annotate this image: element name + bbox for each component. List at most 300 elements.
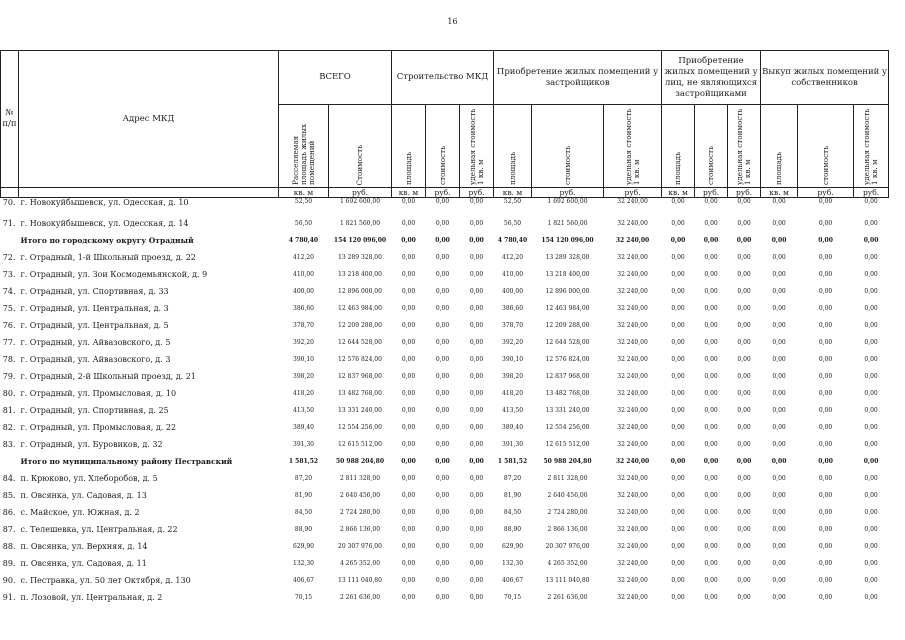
cell-value: 0,00	[863, 458, 879, 465]
sub-unit-label: удельная стоимость 1 кв. м	[623, 108, 641, 185]
cell-value: 0,00	[772, 373, 786, 380]
row-address: п. Лозовой, ул. Центральная, д. 2	[20, 593, 163, 602]
sub-cost-construction	[426, 105, 460, 188]
cell-value: 13 289 328,00	[545, 254, 590, 261]
cell-value: 0,00	[703, 237, 719, 244]
cell-value: 32 240,00	[617, 288, 648, 295]
cell-value: 413,50	[502, 407, 524, 414]
cell-value: 0,00	[704, 305, 718, 312]
cell-value: 0,00	[864, 560, 878, 567]
cell-value: 0,00	[737, 198, 751, 205]
cell-value: 400,00	[293, 288, 314, 295]
sub-cost-label: стоимость	[706, 146, 716, 185]
row-address: п. Овсянка, ул. Садовая, д. 11	[20, 559, 147, 568]
cell-value: 0,00	[435, 373, 450, 380]
cell-value: 12 209 288,00	[545, 322, 590, 329]
cell-value: 0,00	[469, 577, 484, 584]
table-row	[1, 555, 889, 572]
cell-value: 2 640 456,00	[547, 492, 588, 499]
row-address: г. Отрадный, ул. Айвазовского, д. 3	[20, 355, 171, 364]
sub-cost-buyout	[798, 105, 854, 188]
sub-unit-developers	[604, 105, 662, 188]
sub-cost-label: стоимость	[437, 146, 447, 185]
cell-value: 378,70	[293, 322, 314, 329]
row-address: г. Отрадный, ул. Зои Космодемьянской, д. 9	[20, 270, 208, 279]
cell-value: 1 821 560,00	[339, 220, 381, 227]
table-row	[1, 436, 889, 453]
cell-value: 0,00	[737, 254, 751, 261]
cell-value: 0,00	[671, 322, 685, 329]
cell-value: 0,00	[671, 492, 685, 499]
group-construction-header	[392, 51, 494, 105]
sub-unit-construction	[460, 105, 494, 188]
cell-value: 0,00	[704, 390, 718, 397]
cell-value: 0,00	[772, 543, 786, 550]
table-row	[1, 317, 889, 334]
row-address: г. Отрадный, ул. Спортивная, д. 25	[20, 406, 169, 415]
cell-value: 0,00	[818, 509, 833, 516]
row-number: 90.	[2, 576, 16, 585]
cell-value: 0,00	[703, 458, 719, 465]
cell-value: 0,00	[704, 441, 718, 448]
table-row	[1, 249, 889, 266]
cell-value: 0,00	[737, 424, 751, 431]
cell-value: 132,30	[502, 560, 524, 567]
cell-value: 0,00	[772, 560, 786, 567]
cell-value: 0,00	[818, 492, 833, 499]
cell-value: 0,00	[864, 577, 878, 584]
cell-value: 0,00	[864, 543, 878, 550]
table-row	[1, 334, 889, 351]
cell-value: 386,60	[502, 305, 524, 312]
cell-value: 0,00	[401, 390, 416, 397]
group-developers-label: Приобретение жилых помещений у застройщиков	[496, 66, 659, 88]
cell-value: 0,00	[469, 288, 484, 295]
cell-value: 0,00	[469, 356, 484, 363]
cell-value: 0,00	[469, 475, 484, 482]
cell-value: 52,50	[294, 198, 313, 205]
cell-value: 0,00	[401, 356, 416, 363]
row-number: 76.	[2, 321, 16, 330]
cell-value: 0,00	[737, 305, 751, 312]
cell-value: 12 896 000,00	[545, 288, 590, 295]
cell-value: 0,00	[469, 237, 484, 244]
cell-value: 0,00	[469, 305, 484, 312]
table-row	[1, 402, 889, 419]
cell-value: 1 692 600,00	[547, 198, 588, 205]
cell-value: 13 111 040,80	[545, 577, 590, 584]
cell-value: 84,50	[503, 509, 522, 516]
cell-value: 32 240,00	[617, 475, 648, 482]
cell-value: 0,00	[704, 271, 718, 278]
cell-value: 0,00	[671, 560, 685, 567]
subtotal-row	[1, 453, 889, 470]
cell-value: 32 240,00	[617, 220, 648, 227]
sub-cost-total-label: Стоимость	[355, 144, 364, 185]
cell-value: 0,00	[772, 271, 786, 278]
cell-value: 0,00	[818, 288, 833, 295]
cell-value: 0,00	[737, 594, 751, 601]
sub-area-construction	[392, 105, 426, 188]
cell-value: 56,50	[294, 220, 313, 227]
cell-value: 0,00	[469, 390, 484, 397]
cell-value: 0,00	[401, 492, 416, 499]
cell-value: 132,30	[293, 560, 314, 567]
cell-value: 4 780,40	[288, 237, 319, 244]
sub-area-total	[279, 105, 329, 188]
cell-value: 0,00	[772, 305, 786, 312]
cell-value: 0,00	[401, 458, 416, 465]
unit-sqm: кв. м	[279, 188, 329, 198]
cell-value: 32 240,00	[617, 356, 648, 363]
cell-value: 0,00	[737, 407, 751, 414]
cell-value: 0,00	[435, 475, 450, 482]
cell-value: 1 581,52	[497, 458, 528, 465]
cell-value: 0,00	[469, 492, 484, 499]
cell-value: 0,00	[818, 577, 833, 584]
cell-value: 13 111 040,80	[338, 577, 382, 584]
sub-area-label: площадь	[507, 152, 517, 185]
cell-value: 70,15	[294, 594, 313, 601]
cell-value: 1 581,52	[288, 458, 319, 465]
table-row	[1, 385, 889, 402]
cell-value: 0,00	[671, 424, 685, 431]
cell-value: 0,00	[864, 305, 878, 312]
sub-cost-label: стоимость	[562, 146, 572, 185]
cell-value: 406,67	[502, 577, 524, 584]
cell-value: 12 644 528,00	[338, 339, 382, 346]
cell-value: 0,00	[772, 198, 786, 205]
cell-value: 0,00	[818, 560, 833, 567]
cell-value: 0,00	[704, 577, 718, 584]
cell-value: 0,00	[818, 526, 833, 533]
cell-value: 0,00	[435, 458, 450, 465]
cell-value: 0,00	[772, 322, 786, 329]
cell-value: 0,00	[704, 424, 718, 431]
subtotal-row	[1, 232, 889, 249]
cell-value: 0,00	[435, 543, 450, 550]
cell-value: 389,40	[502, 424, 524, 431]
cell-value: 56,50	[503, 220, 522, 227]
unit-rub: руб.	[798, 188, 854, 198]
cell-value: 0,00	[864, 254, 878, 261]
cell-value: 0,00	[772, 577, 786, 584]
sub-unit-label: удельная стоимость 1 кв. м	[735, 108, 753, 185]
cell-value: 13 331 240,00	[338, 407, 382, 414]
cell-value: 0,00	[818, 441, 833, 448]
cell-value: 32 240,00	[617, 339, 648, 346]
cell-value: 87,20	[294, 475, 313, 482]
unit-rub: руб.	[532, 188, 604, 198]
cell-value: 0,00	[401, 526, 416, 533]
page-number: 16	[447, 17, 458, 26]
cell-value: 0,00	[704, 509, 718, 516]
cell-value: 413,50	[293, 407, 314, 414]
row-number: 70.	[2, 198, 16, 207]
cell-value: 0,00	[435, 254, 450, 261]
sub-area-total-label: Расселяемая площадь жилых помещений	[290, 123, 316, 185]
cell-value: 0,00	[671, 390, 685, 397]
row-number: 83.	[2, 440, 16, 449]
cell-value: 0,00	[671, 526, 685, 533]
cell-value: 0,00	[772, 594, 786, 601]
cell-value: 1 821 560,00	[547, 220, 588, 227]
row-number: 87.	[2, 525, 16, 534]
cell-value: 0,00	[671, 220, 685, 227]
row-address: с. Майское, ул. Южная, д. 2	[20, 508, 140, 517]
subtotal-label: Итого по городскому округу Отрадный	[20, 236, 194, 245]
cell-value: 154 120 096,00	[333, 237, 387, 244]
cell-value: 391,30	[502, 441, 524, 448]
table-row	[1, 300, 889, 317]
cell-value: 0,00	[401, 424, 416, 431]
cell-value: 390,10	[293, 356, 314, 363]
cell-value: 0,00	[737, 220, 751, 227]
cell-value: 32 240,00	[617, 198, 648, 205]
cell-value: 0,00	[469, 526, 484, 533]
cell-value: 0,00	[704, 220, 718, 227]
row-address: г. Новокуйбышевск, ул. Одесская, д. 10	[20, 198, 189, 207]
row-number	[1, 453, 19, 470]
cell-value: 0,00	[818, 198, 833, 205]
cell-value: 0,00	[671, 407, 685, 414]
cell-value: 0,00	[772, 526, 786, 533]
cell-value: 0,00	[864, 526, 878, 533]
cell-value: 0,00	[818, 373, 833, 380]
sub-area-developers	[494, 105, 532, 188]
cell-value: 32 240,00	[617, 305, 648, 312]
cell-value: 0,00	[401, 254, 416, 261]
cell-value: 0,00	[704, 288, 718, 295]
cell-value: 0,00	[401, 441, 416, 448]
cell-value: 0,00	[435, 577, 450, 584]
row-address: с. Телешевка, ул. Центральная, д. 22	[20, 525, 178, 534]
cell-value: 0,00	[671, 509, 685, 516]
cell-value: 0,00	[401, 198, 416, 205]
cell-value: 32 240,00	[617, 390, 648, 397]
sub-area-buyout	[761, 105, 798, 188]
cell-value: 0,00	[435, 356, 450, 363]
unit-rub: руб.	[329, 188, 392, 198]
cell-value: 0,00	[435, 560, 450, 567]
cell-value: 88,90	[294, 526, 313, 533]
cell-value: 2 811 328,00	[547, 475, 588, 482]
cell-value: 629,90	[502, 543, 524, 550]
cell-value: 0,00	[704, 339, 718, 346]
cell-value: 412,20	[293, 254, 314, 261]
sub-area-label: площадь	[774, 152, 784, 185]
cell-value: 0,00	[435, 492, 450, 499]
cell-value: 0,00	[771, 237, 787, 244]
cell-value: 0,00	[435, 198, 450, 205]
cell-value: 0,00	[469, 509, 484, 516]
cell-value: 0,00	[469, 322, 484, 329]
cell-value: 418,20	[502, 390, 524, 397]
cell-value: 0,00	[737, 339, 751, 346]
cell-value: 0,00	[435, 322, 450, 329]
cell-value: 0,00	[864, 220, 878, 227]
cell-value: 0,00	[818, 543, 833, 550]
cell-value: 0,00	[772, 390, 786, 397]
row-address: п. Крюково, ул. Хлеборобов, д. 5	[20, 474, 158, 483]
cell-value: 0,00	[435, 390, 450, 397]
table-row	[1, 419, 889, 436]
cell-value: 0,00	[671, 288, 685, 295]
cell-value: 0,00	[435, 407, 450, 414]
cell-value: 0,00	[818, 220, 833, 227]
cell-value: 0,00	[401, 322, 416, 329]
table-row	[1, 215, 889, 232]
cell-value: 32 240,00	[615, 237, 650, 244]
cell-value: 0,00	[772, 220, 786, 227]
cell-value: 0,00	[864, 288, 878, 295]
table-row	[1, 538, 889, 555]
cell-value: 2 724 280,00	[339, 509, 381, 516]
num-header	[1, 51, 19, 188]
cell-value: 0,00	[818, 356, 833, 363]
cell-value: 0,00	[469, 543, 484, 550]
table-body	[1, 198, 889, 607]
unit-sqm: кв. м	[761, 188, 798, 198]
cell-value: 398,20	[293, 373, 314, 380]
cell-value: 0,00	[435, 237, 450, 244]
row-number: 79.	[2, 372, 16, 381]
cell-value: 629,90	[293, 543, 314, 550]
cell-value: 0,00	[818, 458, 833, 465]
table-row	[1, 351, 889, 368]
cell-value: 0,00	[401, 577, 416, 584]
sub-unit-non-developers	[728, 105, 761, 188]
row-address: г. Отрадный, ул. Промысловая, д. 22	[20, 423, 177, 432]
cell-value: 0,00	[469, 458, 484, 465]
cell-value: 389,40	[293, 424, 314, 431]
cell-value: 154 120 096,00	[541, 237, 594, 244]
cell-value: 0,00	[771, 458, 787, 465]
row-number: 80.	[2, 389, 16, 398]
housing-table	[0, 50, 889, 606]
group-developers-header	[494, 51, 662, 105]
unit-blank	[19, 188, 279, 198]
cell-value: 0,00	[736, 458, 752, 465]
sub-area-label: площадь	[403, 152, 413, 185]
cell-value: 0,00	[818, 475, 833, 482]
cell-value: 0,00	[737, 322, 751, 329]
row-number: 89.	[2, 559, 16, 568]
cell-value: 0,00	[737, 271, 751, 278]
cell-value: 410,00	[502, 271, 524, 278]
cell-value: 12 615 512,00	[545, 441, 590, 448]
cell-value: 0,00	[818, 271, 833, 278]
table-row	[1, 504, 889, 521]
cell-value: 0,00	[864, 271, 878, 278]
cell-value: 0,00	[704, 543, 718, 550]
sub-cost-label: стоимость	[820, 146, 830, 185]
row-address: г. Отрадный, ул. Айвазовского, д. 5	[20, 338, 171, 347]
cell-value: 0,00	[772, 475, 786, 482]
sub-cost-developers	[532, 105, 604, 188]
cell-value: 0,00	[864, 390, 878, 397]
cell-value: 0,00	[401, 560, 416, 567]
cell-value: 32 240,00	[617, 492, 648, 499]
cell-value: 0,00	[704, 407, 718, 414]
cell-value: 2 866 136,00	[339, 526, 381, 533]
unit-rub: руб.	[604, 188, 662, 198]
cell-value: 0,00	[737, 560, 751, 567]
cell-value: 2 811 328,00	[339, 475, 381, 482]
cell-value: 0,00	[704, 560, 718, 567]
cell-value: 52,50	[503, 198, 522, 205]
row-number: 78.	[2, 355, 16, 364]
cell-value: 398,20	[502, 373, 524, 380]
cell-value: 0,00	[671, 594, 685, 601]
row-address: г. Отрадный, ул. Центральная, д. 5	[20, 321, 169, 330]
sub-cost-total	[329, 105, 392, 188]
cell-value: 0,00	[401, 407, 416, 414]
cell-value: 4 265 352,00	[547, 560, 588, 567]
cell-value: 0,00	[401, 373, 416, 380]
cell-value: 390,10	[502, 356, 524, 363]
cell-value: 0,00	[818, 424, 833, 431]
cell-value: 0,00	[401, 220, 416, 227]
cell-value: 12 554 256,00	[338, 424, 382, 431]
cell-value: 0,00	[469, 198, 484, 205]
cell-value: 0,00	[772, 356, 786, 363]
cell-value: 0,00	[818, 237, 833, 244]
cell-value: 32 240,00	[617, 560, 648, 567]
row-address: п. Овсянка, ул. Садовая, д. 13	[20, 491, 147, 500]
cell-value: 70,15	[503, 594, 522, 601]
row-address: г. Отрадный, ул. Буровиков, д. 32	[20, 440, 163, 449]
cell-value: 0,00	[863, 237, 879, 244]
cell-value: 0,00	[864, 356, 878, 363]
cell-value: 0,00	[469, 373, 484, 380]
cell-value: 0,00	[772, 288, 786, 295]
cell-value: 0,00	[469, 407, 484, 414]
cell-value: 0,00	[864, 492, 878, 499]
cell-value: 400,00	[502, 288, 524, 295]
cell-value: 0,00	[704, 492, 718, 499]
cell-value: 32 240,00	[617, 543, 648, 550]
row-address: г. Отрадный, 1-й Школьный проезд, д. 22	[20, 253, 196, 262]
cell-value: 4 265 352,00	[339, 560, 381, 567]
row-address: г. Отрадный, ул. Промысловая, д. 10	[20, 389, 177, 398]
cell-value: 0,00	[818, 407, 833, 414]
cell-value: 0,00	[737, 356, 751, 363]
cell-value: 0,00	[670, 237, 686, 244]
cell-value: 0,00	[469, 220, 484, 227]
cell-value: 0,00	[671, 254, 685, 261]
cell-value: 88,90	[503, 526, 522, 533]
cell-value: 0,00	[737, 543, 751, 550]
cell-value: 0,00	[435, 424, 450, 431]
cell-value: 0,00	[704, 475, 718, 482]
cell-value: 12 837 968,00	[338, 373, 382, 380]
cell-value: 0,00	[818, 322, 833, 329]
cell-value: 0,00	[401, 339, 416, 346]
cell-value: 2 866 136,00	[547, 526, 588, 533]
cell-value: 87,20	[503, 475, 522, 482]
unit-rub: руб.	[426, 188, 460, 198]
cell-value: 0,00	[818, 594, 833, 601]
cell-value: 0,00	[435, 526, 450, 533]
cell-value: 0,00	[737, 390, 751, 397]
group-non-developers-label: Приобретение жилых помещений у лиц, не являющихся застройщиками	[664, 55, 758, 99]
cell-value: 0,00	[401, 288, 416, 295]
cell-value: 32 240,00	[615, 458, 650, 465]
cell-value: 0,00	[737, 492, 751, 499]
group-total-label: ВСЕГО	[319, 72, 351, 82]
cell-value: 412,20	[502, 254, 524, 261]
